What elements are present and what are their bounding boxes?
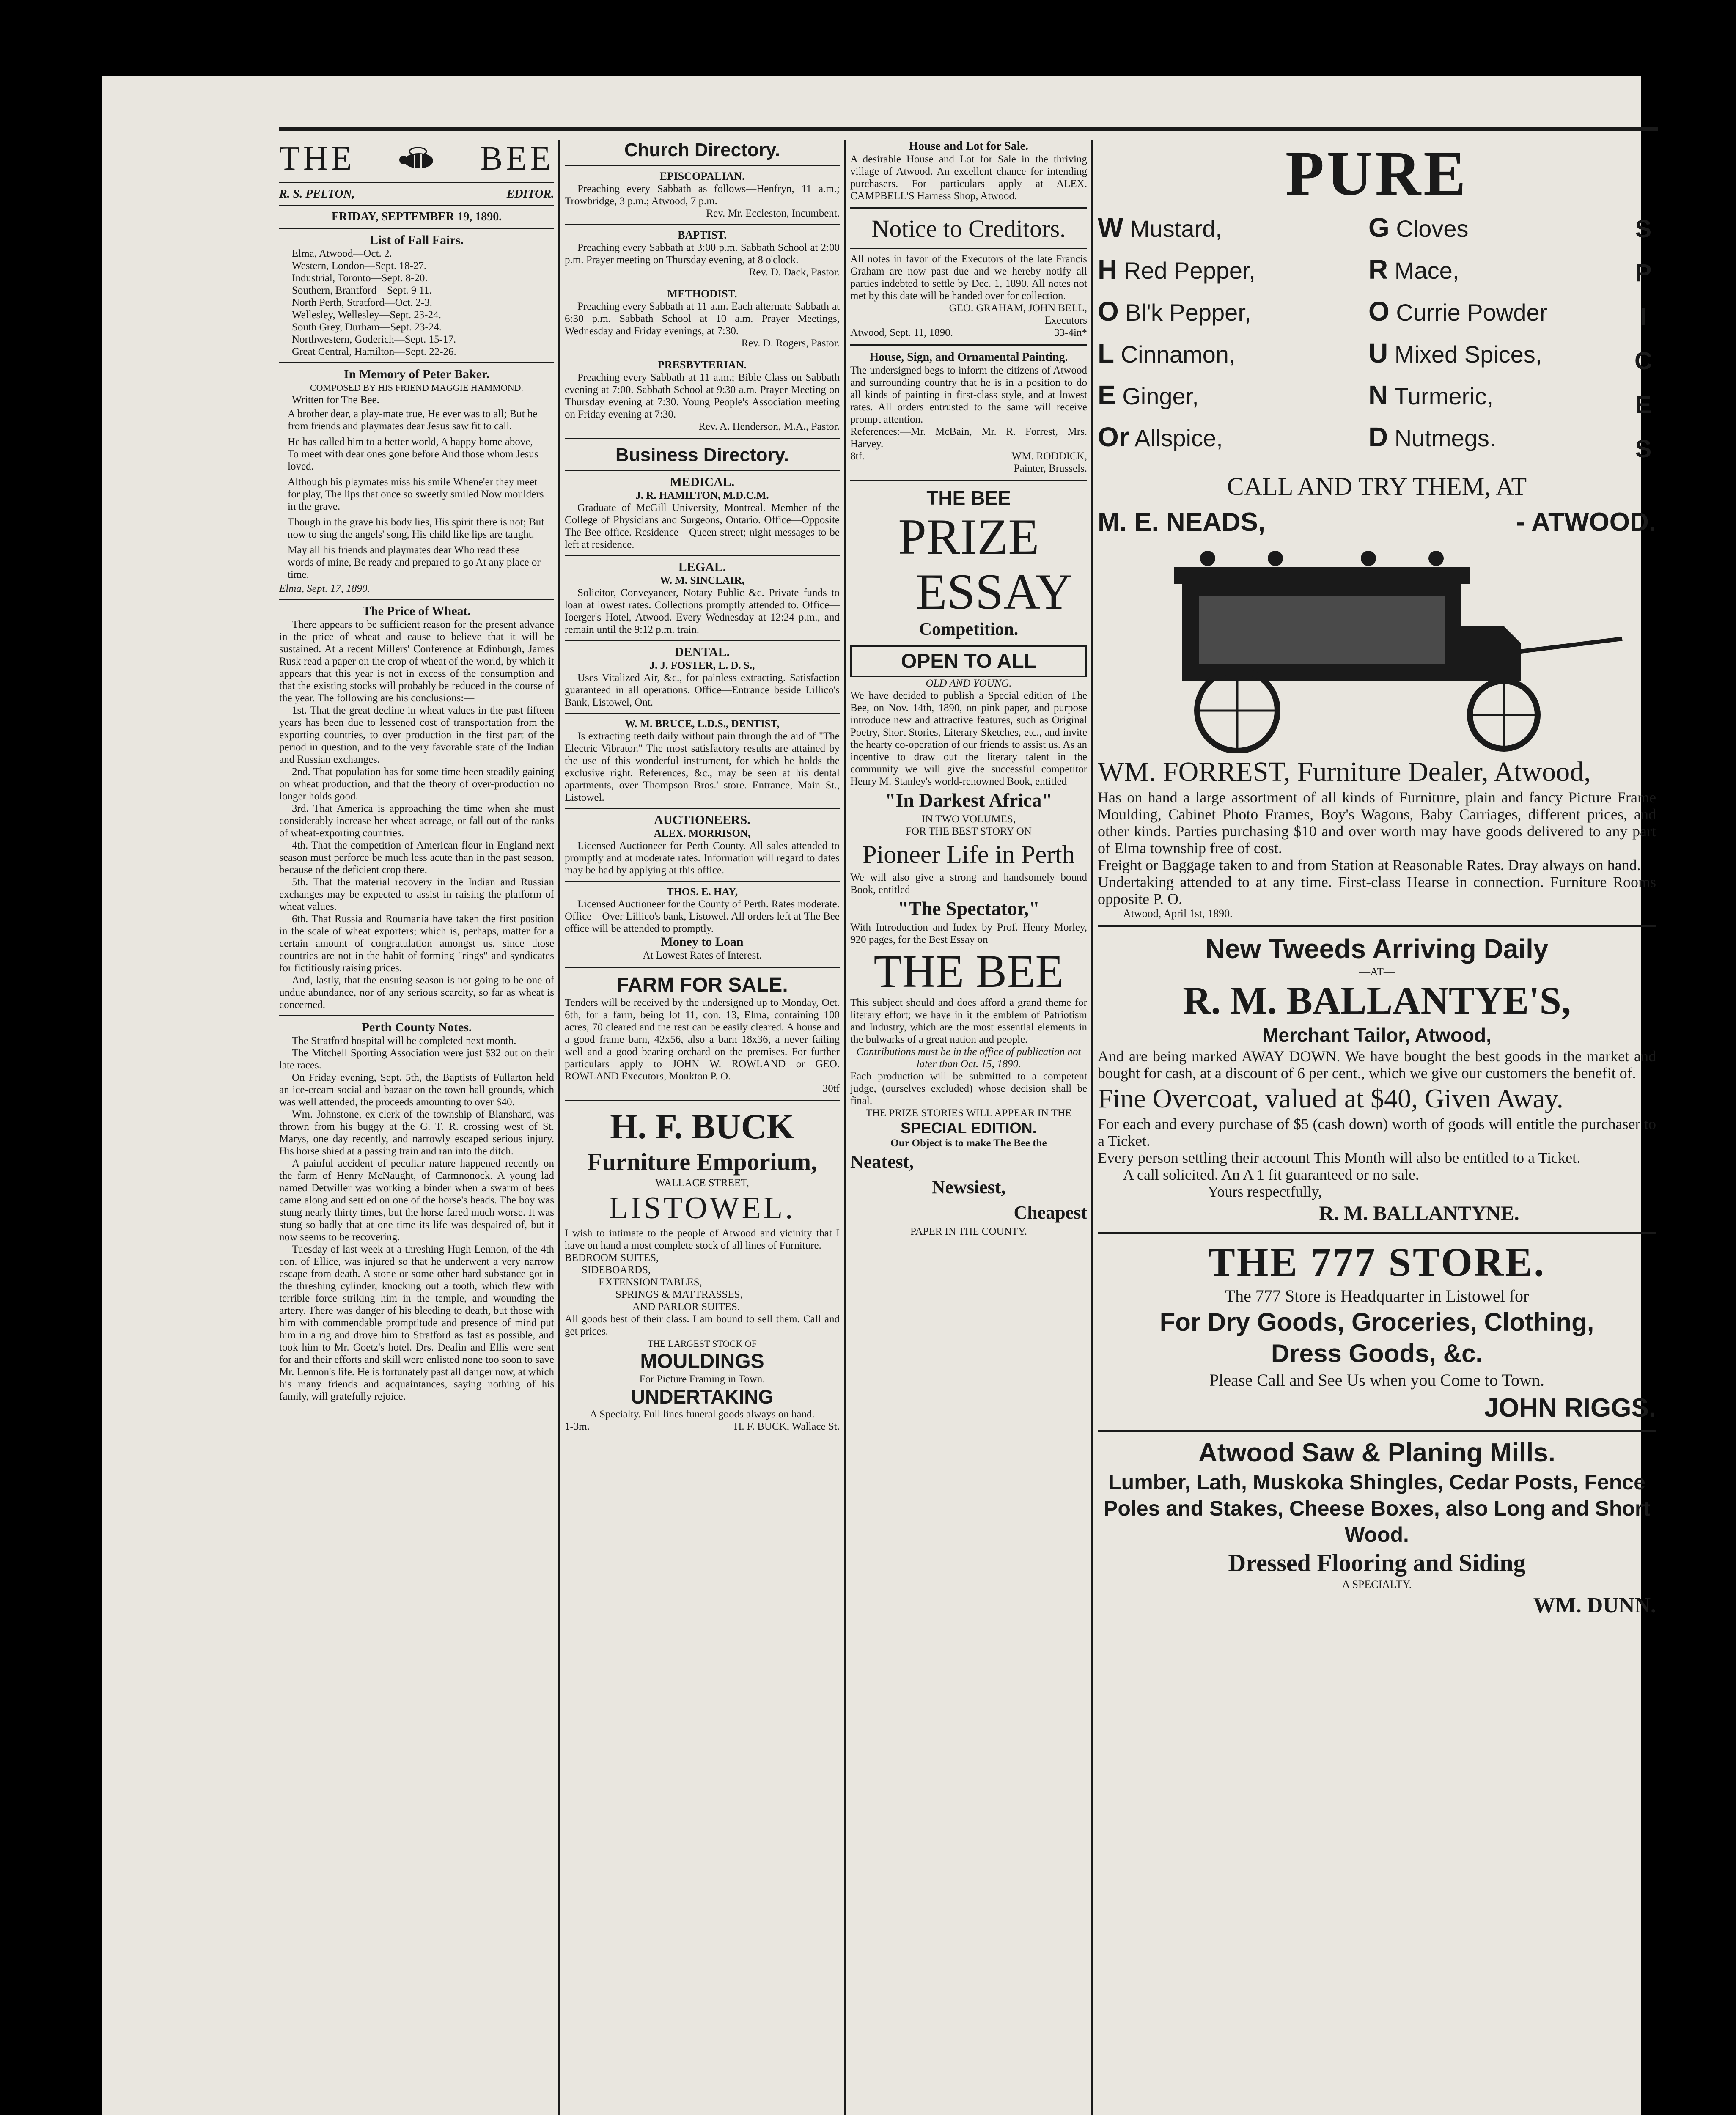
- buck-mouldings-sub: For Picture Framing in Town.: [639, 1373, 765, 1385]
- spices-letter: I: [1640, 303, 1647, 331]
- fair-item: North Perth, Stratford—Oct. 2-3.: [292, 297, 432, 308]
- church-denomination: EPISCOPALIAN.: [659, 170, 745, 182]
- column-4: [1098, 140, 1656, 2115]
- spice-left: [1098, 249, 1368, 291]
- creditors-text: All notes in favor of the Executors of the late Francis Graham are now past due and we hereby notify all parties indebted to settle by Dec. 1, 1890. All notes not met by this date will be handed over for collection.: [850, 253, 1087, 302]
- essay-paper: PAPER IN THE COUNTY.: [910, 1226, 1027, 1237]
- perth-article: [279, 1035, 554, 1403]
- fall-fairs-title: List of Fall Fairs.: [370, 233, 464, 247]
- church-pastor: Rev. Mr. Eccleston, Incumbent.: [706, 208, 840, 219]
- auction-listings: [565, 827, 840, 935]
- spice-right-name: Nutmegs.: [1388, 425, 1496, 451]
- buck-note: All goods best of their class. I am bound to sell them. Call and get prices.: [565, 1313, 840, 1337]
- top-rule: [279, 127, 1658, 131]
- essay-best: FOR THE BEST STORY ON: [906, 826, 1032, 837]
- wheat-paragraph: 5th. That the material recovery in the Indian and Russian exchanges may be expected to assist in raising the platform of wheat values.: [279, 876, 554, 912]
- church-denomination: PRESBYTERIAN.: [657, 359, 747, 371]
- forrest-title: WM. FORREST, Furniture Dealer, Atwood,: [1098, 756, 1591, 787]
- fair-item: Southern, Brantford—Sept. 9 11.: [292, 285, 432, 296]
- mills-specialty: A SPECIALTY.: [1342, 1578, 1412, 1590]
- essay-special: SPECIAL EDITION.: [901, 1119, 1037, 1137]
- money-head: Money to Loan: [661, 935, 744, 949]
- church-directory: [565, 170, 840, 433]
- essay-pioneer: Pioneer Life in Perth: [863, 841, 1075, 868]
- wheat-paragraph: 3rd. That America is approaching the time when she must considerably increase her wheat acreage, or fall out of the ranks of wheat-exporting countries.: [279, 803, 554, 839]
- buck-item: EXTENSION TABLES,: [599, 1277, 702, 1288]
- church-times: Preaching every Sabbath as follows—Henfryn, 11 a.m.; Trowbridge, 3 p.m.; Atwood, 7 p.m.: [565, 183, 840, 207]
- essay-open: OPEN TO ALL: [850, 645, 1087, 677]
- farm-text: Tenders will be received by the undersigned up to Monday, Oct. 6th, for a farm, being lot 11, con. 13, Elma, containing 100 acres, 70 cleared and the rest can be easily cleared. A house and a good frame barn, 42x56, also a barn 18x36, a never failing well and a good bearing orchard on the premises. For further particulars apply to JOHN W. ROWLAND or GEO. ROWLAND Executors, Monkton P. O.: [565, 997, 840, 1082]
- editor-title: EDITOR.: [506, 187, 554, 201]
- poem-stanzas: [279, 406, 554, 582]
- spice-left: [1098, 417, 1368, 459]
- masthead-name-right: BEE: [480, 140, 554, 177]
- spice-left: [1098, 291, 1368, 333]
- pure-store: M. E. NEADS,: [1098, 508, 1266, 537]
- essay-text4: This subject should and does afford a grand theme for literary effort; we have in it the emblem of Patriotism and Industry, which are the most essential elements in the bulwarks of a great nation and people.: [850, 997, 1087, 1045]
- poem-byline: COMPOSED BY HIS FRIEND MAGGIE HAMMOND.: [310, 382, 523, 393]
- pure-store-line: [1098, 503, 1656, 541]
- spice-right: [1368, 291, 1547, 333]
- buck-item: SPRINGS & MATTRASSES,: [615, 1289, 743, 1300]
- farm-title: FARM FOR SALE.: [616, 974, 788, 996]
- spice-left-initial: O: [1098, 296, 1119, 327]
- creditors-role: Executors: [1045, 315, 1087, 326]
- fair-item: Industrial, Toronto—Sept. 8-20.: [292, 272, 428, 284]
- spice-right: [1368, 417, 1496, 459]
- medical-head: MEDICAL.: [670, 475, 735, 489]
- divider: [565, 224, 840, 225]
- legal-head: LEGAL.: [678, 560, 726, 574]
- essay-volumes: IN TWO VOLUMES,: [922, 813, 1016, 825]
- wheat-title: The Price of Wheat.: [362, 604, 471, 618]
- spices-letter: E: [1635, 391, 1652, 419]
- auction-listing-name: THOS. E. HAY,: [666, 886, 738, 898]
- legal-listings: [565, 574, 840, 636]
- dental-listing-text: Is extracting teeth daily without pain through the aid of "The Electric Vibrator." The most satisfactory results are attained by the use of this wonderful instrument, for which he holds the exclusive right. References, &c., may be seen at his dental apartments, over Thompson Bros.' store. Entrance, Main St., Listowel.: [565, 731, 840, 803]
- spice-right: [1368, 249, 1459, 291]
- church-denomination: BAPTIST.: [678, 229, 727, 241]
- fair-item: South Grey, Durham—Sept. 23-24.: [292, 321, 442, 333]
- ballantyne-sub: Merchant Tailor, Atwood,: [1262, 1024, 1492, 1046]
- spice-left-initial: Or: [1098, 422, 1129, 452]
- forrest-text2: Freight or Baggage taken to and from Station at Reasonable Rates. Dray always on hand.: [1098, 857, 1641, 873]
- spice-right-name: Mixed Spices,: [1388, 341, 1542, 368]
- church-directory-title: Church Directory.: [624, 140, 780, 160]
- buck-street: WALLACE STREET,: [655, 1177, 749, 1189]
- ballantyne-text2: For each and every purchase of $5 (cash down) worth of goods will entitle the purchaser to a Ticket.: [1098, 1115, 1656, 1149]
- essay-spectator: "The Spectator,": [898, 898, 1040, 919]
- buck-sig: H. F. BUCK, Wallace St.: [734, 1421, 840, 1432]
- perth-paragraph: A painful accident of peculiar nature happened recently on the farm of Henry McNaught, of Carmnonock. A young lad named Detwiller was working a binder when a swarm of bees came along and settled on one of the horse's heads. The boy was stung nearly thirty times, but the horse fared much worse. It was stung so badly that at one time its life was despaired of, but it now seems to be recovering.: [279, 1158, 554, 1243]
- creditors-names: GEO. GRAHAM, JOHN BELL,: [949, 302, 1087, 314]
- spice-right: [1368, 375, 1493, 417]
- spices-letter: C: [1634, 347, 1652, 375]
- dental-listing-name: W. M. BRUCE, L.D.S., DENTIST,: [625, 718, 780, 730]
- poem-stanza: Though in the grave his body lies, His spirit there is not; But now to sing the angels' song, His child like lips are taught.: [288, 516, 544, 540]
- essay-prize: PRIZE: [898, 508, 1039, 565]
- divider: [565, 713, 840, 714]
- painting-title: House, Sign, and Ornamental Painting.: [869, 351, 1068, 364]
- church-denomination: METHODIST.: [667, 288, 737, 300]
- essay-cheapest: Cheapest: [1014, 1202, 1087, 1223]
- mills-sig: WM. DUNN.: [1533, 1593, 1656, 1618]
- divider: [565, 881, 840, 882]
- house-text: A desirable House and Lot for Sale in the thriving village of Atwood. An excellent chance for intending purchasers. For particulars apply at ALEX. CAMPBELL'S Harness Shop, Atwood.: [850, 154, 1087, 202]
- poem-stanza: He has called him to a better world, A happy home above, To meet with dear ones gone before And those whom Jesus loved.: [288, 436, 538, 472]
- buck-undertaking-sub: A Specialty. Full lines funeral goods always on hand.: [590, 1409, 815, 1420]
- buck-items: [565, 1252, 840, 1313]
- spice-right-initial: N: [1368, 380, 1388, 410]
- spice-row: [1098, 207, 1656, 249]
- ballantyne-name: R. M. BALLANTYE'S,: [1183, 979, 1571, 1022]
- spice-left-initial: H: [1098, 254, 1118, 285]
- perth-paragraph: The Stratford hospital will be completed next month.: [292, 1035, 516, 1047]
- essay-africa: "In Darkest Africa": [884, 789, 1053, 811]
- fair-item: Wellesley, Wellesley—Sept. 23-24.: [292, 309, 441, 321]
- masthead-name-left: THE: [279, 140, 355, 177]
- church-pastor: Rev. D. Dack, Pastor.: [749, 266, 840, 278]
- ballantyne-text3: Every person settling their account This Month will also be entitled to a Ticket.: [1098, 1149, 1581, 1166]
- spices-vertical-word: [1631, 207, 1656, 471]
- essay-bee-title: THE BEE: [926, 487, 1011, 509]
- spice-row: [1098, 333, 1656, 375]
- spice-right-initial: O: [1368, 296, 1390, 327]
- spice-right-initial: U: [1368, 338, 1388, 368]
- editor-name: R. S. PELTON,: [279, 187, 355, 201]
- store777-line1: The 777 Store is Headquarter in Listowel for: [1225, 1286, 1529, 1305]
- wheat-paragraph: 6th. That Russia and Roumania have taken the first position in the scale of wheat exporters; which is, perhaps, matter for a certain amount of congratulation amongst us, since those countries are not in the habit of forming "rings" and syndicates for fictitiously raising prices.: [279, 913, 554, 974]
- dental-listing-text: Uses Vitalized Air, &c., for painless extracting. Satisfaction guaranteed in all operations. Office—Entrance beside Lillico's Bank, Listowel, Ont.: [565, 672, 840, 708]
- ballantyne-overcoat: Fine Overcoat, valued at $40, Given Away.: [1098, 1083, 1563, 1113]
- buck-intro: I wish to intimate to the people of Atwood and vicinity that I have on hand a most complete stock of all lines of Furniture.: [565, 1228, 840, 1251]
- buck-item: AND PARLOR SUITES.: [632, 1301, 740, 1313]
- spice-left-name: Mustard,: [1123, 215, 1222, 242]
- buck-item: BEDROOM SUITES,: [565, 1252, 659, 1264]
- medical-listings: [565, 489, 840, 551]
- essay-competition: Competition.: [919, 620, 1019, 639]
- spice-right-initial: D: [1368, 422, 1388, 452]
- issue-date: FRIDAY, SEPTEMBER 19, 1890.: [331, 210, 502, 223]
- creditors-date: Atwood, Sept. 11, 1890.: [850, 327, 953, 338]
- wheat-paragraph: 1st. That the great decline in wheat values in the past fifteen years has been due to lessened cost of transportation from the exporting countries, to over production in the first part of the period in question, and to the very favorable state of the Indian and Russian exchanges.: [279, 705, 554, 765]
- mills-title: Atwood Saw & Planing Mills.: [1198, 1438, 1555, 1467]
- spice-left: [1098, 375, 1368, 417]
- spice-right-name: Mace,: [1388, 257, 1459, 284]
- painting-text: The undersigned begs to inform the citizens of Atwood and surrounding country that he is in a position to do all kinds of painting in first-class style, and at lowest rates. All orders entrusted to the same will receive prompt attention.: [850, 365, 1087, 425]
- church-times: Preaching every Sabbath at 11 a.m.; Bible Class on Sabbath evening at 7:00. Sabbath School at 9:30 a.m. Prayer Meeting on Thursday evening at 7:30. Young People's Association meeting on Friday evening at 7:30.: [565, 372, 840, 420]
- perth-paragraph: On Friday evening, Sept. 5th, the Baptists of Fullarton held an ice-cream social and bazaar on the town hall grounds, which was well attended, the proceeds amounting to over $40.: [279, 1072, 554, 1108]
- spice-left: [1098, 207, 1368, 249]
- fall-fairs-list: [279, 247, 554, 358]
- spice-left-name: Red Pepper,: [1117, 257, 1256, 284]
- spice-right-initial: R: [1368, 254, 1388, 285]
- essay-text3: With Introduction and Index by Prof. Henry Morley, 920 pages, for the Best Essay on: [850, 922, 1087, 945]
- painting-role: Painter, Brussels.: [1014, 463, 1087, 474]
- spice-left-initial: E: [1098, 380, 1116, 410]
- buck-town: LISTOWEL.: [609, 1191, 796, 1225]
- spice-left-name: Ginger,: [1115, 383, 1199, 409]
- ballantyne-yours: Yours respectfully,: [1208, 1183, 1322, 1200]
- spice-left-name: Bl'k Pepper,: [1118, 299, 1251, 326]
- house-title: House and Lot for Sale.: [909, 140, 1028, 153]
- buck-item: SIDEBOARDS,: [582, 1264, 651, 1276]
- spice-row: [1098, 375, 1656, 417]
- creditors-title: Notice to Creditors.: [871, 215, 1066, 242]
- essay-contributions: Contributions must be in the office of publication not later than Oct. 15, 1890.: [856, 1046, 1081, 1070]
- dental-listing-name: J. J. FOSTER, L. D. S.,: [649, 660, 755, 671]
- spice-right: [1368, 333, 1542, 375]
- poem-dateline: Elma, Sept. 17, 1890.: [279, 583, 370, 594]
- painting-name: WM. RODDICK,: [1011, 450, 1087, 462]
- forrest-text1: Has on hand a large assortment of all kinds of Furniture, plain and fancy Picture Frame Moulding, Cabinet Photo Frames, Boy's Wagons, Baby Carriages, different prices, and other kinds. Parties purchasing $10 and over worth may have goods delivered to any part of Elma township free of cost.: [1098, 789, 1656, 857]
- column-3: [850, 140, 1087, 2115]
- poem-title: In Memory of Peter Baker.: [343, 367, 490, 381]
- fair-item: Great Central, Hamilton—Sept. 22-26.: [292, 346, 456, 357]
- perth-paragraph: The Mitchell Sporting Association were just $32 out on their late races.: [279, 1047, 554, 1071]
- buck-name: H. F. BUCK: [610, 1107, 794, 1146]
- essay-text2: We will also give a strong and handsomely bound Book, entitled: [850, 872, 1087, 895]
- column-divider: [844, 140, 846, 2115]
- medical-listing-text: Graduate of McGill University, Montreal. Member of the College of Physicians and Surgeons, Ontario. Office—Opposite The Bee office. Residence—Queen street; night messages to be left at residence.: [565, 502, 840, 550]
- essay-bee2: THE BEE: [873, 945, 1064, 997]
- dental-head: DENTAL.: [674, 645, 730, 659]
- store777-line3: Dress Goods, &c.: [1271, 1339, 1483, 1368]
- spice-right-name: Currie Powder: [1389, 299, 1548, 326]
- dental-listings: [565, 659, 840, 804]
- column-divider: [558, 140, 560, 2115]
- painting-code: 8tf.: [850, 450, 865, 462]
- pure-title: PURE: [1285, 140, 1469, 209]
- buck-stock: THE LARGEST STOCK OF: [648, 1338, 757, 1349]
- medical-listing-name: J. R. HAMILTON, M.D.C.M.: [635, 490, 769, 501]
- store777-title: THE 777 STORE.: [1208, 1239, 1546, 1285]
- poem-stanza: Although his playmates miss his smile Whene'er they meet for play, The lips that once so sweetly smiled Now moulders in the grave.: [288, 476, 544, 512]
- column-2: [565, 140, 840, 2115]
- bee-icon: [394, 146, 441, 172]
- church-pastor: Rev. D. Rogers, Pastor.: [741, 338, 840, 349]
- wheat-paragraph: There appears to be sufficient reason for the present advance in the price of wheat and cause to believe that it will be sustained. At a recent Millers' Conference at Edinburgh, James Rusk read a paper on the crop of wheat of the world, by which it appears that this year is not in excess of the consumption and that the existing stocks will probably be reduced in the course of the year. The following are his conclusions:—: [279, 619, 554, 704]
- essay-object: Our Object is to make The Bee the: [890, 1137, 1047, 1149]
- spice-row: [1098, 291, 1656, 333]
- masthead: [279, 140, 554, 178]
- pure-call: CALL AND TRY THEM, AT: [1227, 472, 1527, 500]
- wheat-article: [279, 618, 554, 1011]
- auction-listing-name: ALEX. MORRISON,: [654, 828, 751, 839]
- store777-line4: Please Call and See Us when you Come to Town.: [1209, 1371, 1544, 1390]
- essay-old-young: OLD AND YOUNG.: [926, 678, 1012, 689]
- column-1: [279, 140, 554, 2115]
- spice-right-initial: G: [1368, 212, 1390, 243]
- ballantyne-text4: A call solicited. An A 1 fit guaranteed or no sale.: [1123, 1166, 1419, 1183]
- spices-letter: S: [1635, 215, 1652, 243]
- editor-line: [279, 187, 554, 201]
- mills-text: Lumber, Lath, Muskoka Shingles, Cedar Posts, Fence Poles and Stakes, Cheese Boxes, also Long and Short Wood.: [1103, 1470, 1651, 1546]
- buck-undertaking: UNDERTAKING: [631, 1386, 774, 1408]
- essay-text1: We have decided to publish a Special edition of The Bee, on Nov. 14th, 1890, on pink paper, and purpose introduce new and attractive features, such as Original Poetry, Short Stories, Literary Sketches, etc., and invite the hearty co-operation of our friends to assist us. As an incentive to draw out the literary talent in the community we will give the successful competitor Henry M. Stanley's world-renowned Book, entitled: [850, 690, 1087, 787]
- buck-sig-line: [565, 1420, 840, 1433]
- spice-left-name: Allspice,: [1129, 425, 1223, 451]
- fair-item: Northwestern, Goderich—Sept. 15-17.: [292, 334, 456, 345]
- spice-left-initial: L: [1098, 338, 1115, 368]
- legal-listing-text: Solicitor, Conveyancer, Notary Public &c. Private funds to loan at lowest rates. Collections promptly attended to. Office—Ioerger's Hotel, Atwood. Every Wednesday at 12:24 p.m., and remain until the 9:12 p.m. train.: [565, 587, 840, 635]
- poem-stanza: May all his friends and playmates dear Who read these words of mine, Be ready and prepared to go At any place or time.: [288, 544, 541, 580]
- auction-listing-text: Licensed Auctioneer for Perth County. All sales attended to promptly and at moderate rates. Information will regard to dates may be had by applying at this office.: [565, 840, 840, 876]
- wheat-paragraph: 2nd. That population has for some time been steadily gaining on wheat production, and that the theory of over-production no longer holds good.: [279, 766, 554, 802]
- painting-refs: References:—Mr. McBain, Mr. R. Forrest, Mrs. Harvey.: [850, 426, 1087, 450]
- spice-left-name: Cinnamon,: [1114, 341, 1236, 368]
- store777-sig: JOHN RIGGS.: [1484, 1393, 1656, 1423]
- money-text: At Lowest Rates of Interest.: [643, 950, 762, 961]
- creditors-code: 33-4in*: [1054, 327, 1087, 338]
- perth-paragraph: Tuesday of last week at a threshing Hugh Lennon, of the 4th con. of Ellice, was injured so that he underwent a very narrow escape from death. A stone or some other hard substance got in the threshing cylinder, knocking out a tooth, which flew with terrible force striking him in the temple, and wounding the artery. There was danger of his bleeding to death, but those with him with commendable promptitude and presence of mind put him in a rig and drove him to Stratford as fast as possible, and took him to Mr. Goetz's hotel. Drs. Deafin and Ellis were sent for and their efforts and skill were enlisted none too soon to save Mr. Lennon's life. He is fortunately past all danger now, at which his many friends and acquaintances, saying nothing of his family, will gratefully rejoice.: [279, 1244, 554, 1402]
- pure-town: - ATWOOD.: [1516, 508, 1656, 537]
- buck-code: 1-3m.: [565, 1421, 590, 1432]
- store777-line2: For Dry Goods, Groceries, Clothing,: [1159, 1308, 1594, 1336]
- fair-item: Elma, Atwood—Oct. 2.: [292, 248, 392, 259]
- auction-head: AUCTIONEERS.: [654, 813, 750, 827]
- spice-left: [1098, 333, 1368, 375]
- spice-left-initial: W: [1098, 212, 1123, 243]
- ballantyne-text1: And are being marked AWAY DOWN. We have bought the best goods in the market and bought for cash, at a discount of 6 per cent., which we give our customers the benefit of.: [1098, 1048, 1656, 1082]
- essay-essay: ESSAY: [916, 563, 1072, 620]
- forrest-date: Atwood, April 1st, 1890.: [1123, 907, 1233, 920]
- column-divider: [1091, 140, 1093, 2115]
- hearse-illustration: [1098, 541, 1656, 753]
- buck-business: Furniture Emporium,: [587, 1148, 817, 1176]
- wheat-paragraph: 4th. That the competition of American flour in England next season must perforce be much less acute than in the past season, because of the deficient crop there.: [279, 840, 554, 876]
- church-times: Preaching every Sabbath at 11 a.m. Each alternate Sabbath at 6:30 p.m. Sabbath School at 10 a.m. Prayer Meetings, Wednesday and Friday evenings, at 7:30.: [565, 301, 840, 337]
- spice-row: [1098, 249, 1656, 291]
- church-pastor: Rev. A. Henderson, M.A., Pastor.: [698, 421, 840, 432]
- ballantyne-sig: R. M. BALLANTYNE.: [1319, 1202, 1519, 1225]
- essay-newsiest: Newsiest,: [931, 1177, 1006, 1198]
- ballantyne-title: New Tweeds Arriving Daily: [1205, 934, 1549, 964]
- perth-title: Perth County Notes.: [361, 1020, 472, 1034]
- spice-right-name: Cloves: [1389, 215, 1469, 242]
- spice-right: [1368, 207, 1469, 249]
- spice-list: [1098, 207, 1656, 470]
- poem-intro: Written for The Bee.: [292, 394, 379, 406]
- auction-listing-text: Licensed Auctioneer for the County of Perth. Rates moderate. Office—Over Lillico's bank, Listowel. All orders left at The Bee office will be attended to promptly.: [565, 898, 840, 934]
- fair-item: Western, London—Sept. 18-27.: [292, 260, 427, 272]
- mills-dressed: Dressed Flooring and Siding: [1228, 1549, 1526, 1577]
- essay-text5: Each production will be submitted to a competent judge, (ourselves excluded) whose decision shall be final.: [850, 1071, 1087, 1107]
- spice-right-name: Turmeric,: [1388, 383, 1494, 409]
- newspaper-page: [102, 76, 1656, 2115]
- spices-letter: P: [1635, 259, 1652, 287]
- farm-code: 30tf: [822, 1083, 840, 1094]
- spice-rows: [1098, 207, 1656, 459]
- creditors-date-line: [850, 327, 1087, 339]
- buck-mouldings: MOULDINGS: [640, 1350, 764, 1373]
- spice-row: [1098, 417, 1656, 459]
- church-times: Preaching every Sabbath at 3:00 p.m. Sabbath School at 2:00 p.m. Prayer meeting on Thursday evening, at 8 o'clock.: [565, 242, 840, 266]
- wheat-paragraph: And, lastly, that the ensuing season is not going to be one of undue abundance, nor of any serious scarcity, so far as wheat is concerned.: [279, 975, 554, 1011]
- legal-listing-name: W. M. SINCLAIR,: [660, 575, 744, 586]
- essay-prize-stories: THE PRIZE STORIES WILL APPEAR IN THE: [865, 1107, 1072, 1119]
- forrest-text3: Undertaking attended to at any time. First-class Hearse in connection. Furniture Rooms opposite P. O.: [1098, 873, 1656, 907]
- perth-paragraph: Wm. Johnstone, ex-clerk of the township of Blanshard, was thrown from his buggy at the G. T. R. crossing west of St. Marys, one day recently, and narrowly escaped serious injury. His horse shied at a passing train and ran into the ditch.: [279, 1109, 554, 1157]
- business-directory-title: Business Directory.: [615, 445, 789, 465]
- ballantyne-at: —AT—: [1359, 966, 1395, 978]
- essay-neatest: Neatest,: [850, 1151, 914, 1172]
- painting-sig-line: [850, 450, 1087, 462]
- spices-letter: S: [1635, 435, 1652, 463]
- poem-stanza: A brother dear, a play-mate true, He ever was to all; But he from friends and playmates dear Jesus saw fit to call.: [288, 408, 538, 432]
